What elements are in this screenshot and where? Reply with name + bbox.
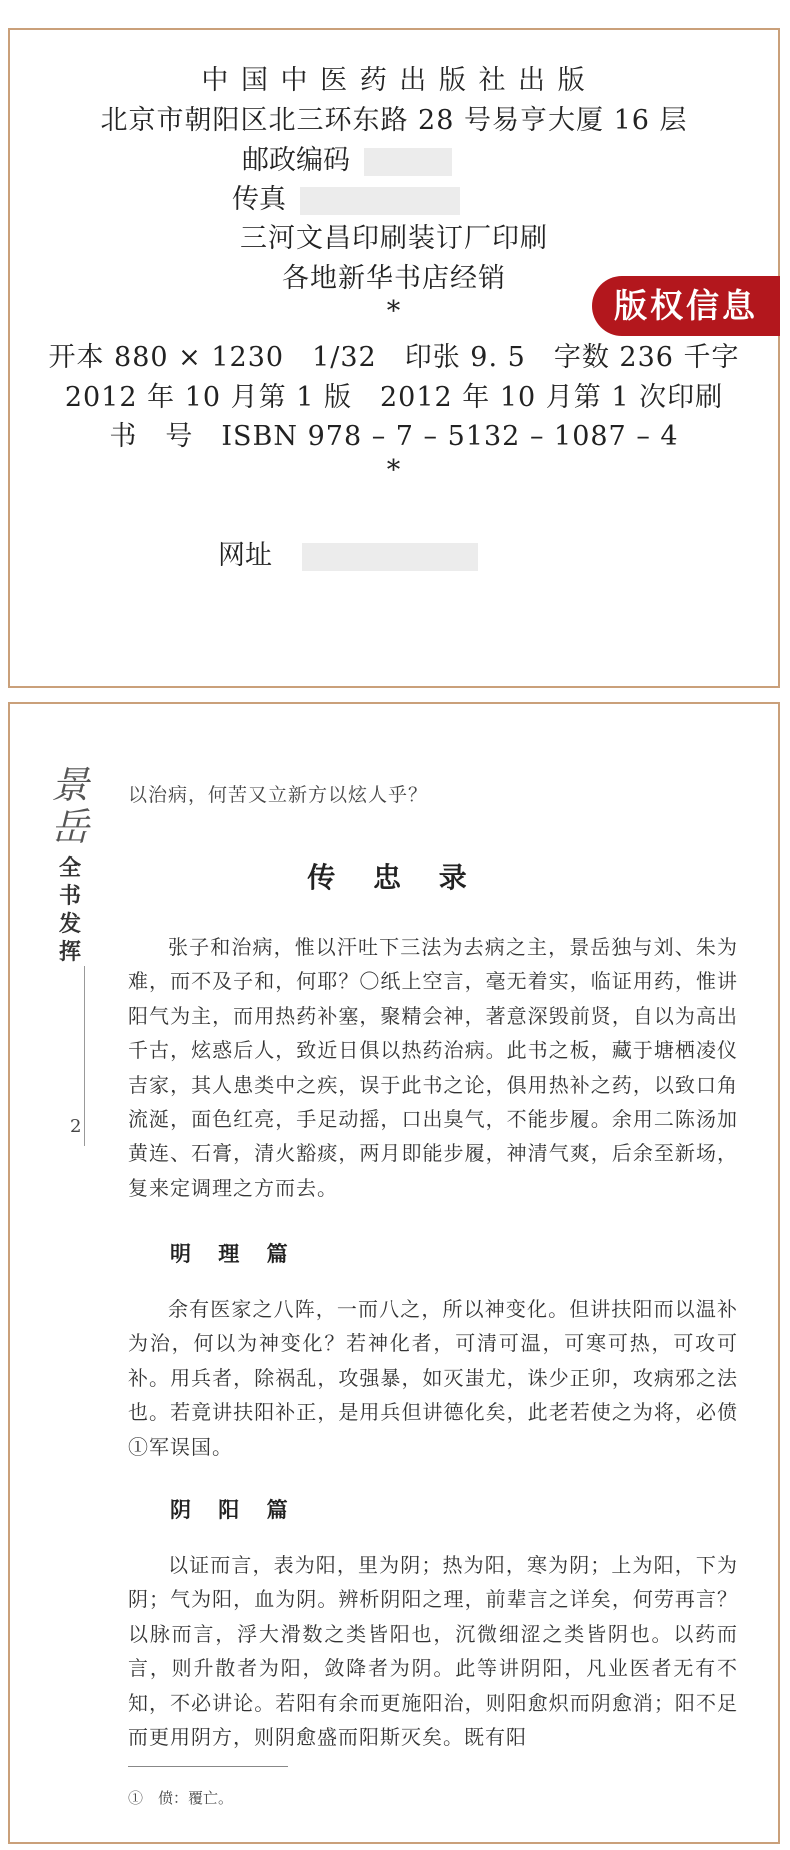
edition-line: 2012 年 10 月第 1 版 2012 年 10 月第 1 次印刷 <box>64 382 724 413</box>
website-row <box>218 533 478 572</box>
website-redacted <box>302 543 478 571</box>
section-title: 传 忠 录 <box>307 861 481 894</box>
subheading: 阴 阳 篇 <box>170 1497 298 1522</box>
footnote-rule <box>128 1766 288 1767</box>
isbn-line: 书 号 ISBN 978 – 7 – 5132 – 1087 – 4 <box>109 421 679 452</box>
fax-row <box>232 177 460 216</box>
separator-asterisk: * <box>386 455 402 486</box>
postcode-label: 邮政编码 <box>242 145 350 176</box>
separator-asterisk: * <box>386 296 402 327</box>
side-title-big: 景岳 <box>50 763 89 849</box>
website-label: 网址 <box>218 540 272 571</box>
printer-line: 三河文昌印刷装订厂印刷 <box>240 223 548 254</box>
copyright-panel <box>8 28 780 688</box>
page-number: 2 <box>70 1116 82 1137</box>
distributor-line: 各地新华书店经销 <box>282 263 506 294</box>
side-rule <box>84 966 85 1146</box>
publisher-line: 中 国 中 医 药 出 版 社 出 版 <box>201 65 587 96</box>
format-line: 开本 880 × 1230 1/32 印张 9. 5 字数 236 千字 <box>48 342 740 373</box>
postcode-row <box>242 138 452 177</box>
fax-label: 传真 <box>232 184 286 215</box>
paragraph: 张子和治病，惟以汗吐下三法为去病之主，景岳独与刘、朱为难，而不及子和，何耶？〇纸上空言，毫无着实，临证用药，惟讲阳气为主，而用热药补塞，聚精会神，著意深毁前贤，自以为高出千古，炫惑后人，致近日俱以热药治病。此书之板，藏于塘栖凌仪吉家，其人患类中之疾，误于此书之论，俱用热补之药，以致口角流涎，面色红亮，手足动摇，口出臭气，不能步履。余用二陈汤加黄连、石膏，清火豁痰，两月即能步履，神清气爽，后余至新场，复来定调理之方而去。 <box>128 935 738 1200</box>
paragraph: 余有医家之八阵，一而八之，所以神变化。但讲扶阳而以温补为治，何以为神变化？若神化者，可清可温，可寒可热，可攻可补。用兵者，除祸乱，攻强暴，如灭蚩尤，诛少正卯，攻病邪之法也。若竟讲扶阳补正，是用兵但讲德化矣，此老若使之为将，必偾①军误国。 <box>128 1297 738 1459</box>
continuation-line: 以治病，何苦又立新方以炫人乎？ <box>128 784 429 806</box>
address-line: 北京市朝阳区北三环东路 28 号易亨大厦 16 层 <box>100 105 688 136</box>
footnote: ① 偾：覆亡。 <box>128 1789 234 1807</box>
fax-redacted <box>300 187 460 215</box>
postcode-redacted <box>364 148 452 176</box>
subheading: 明 理 篇 <box>170 1241 298 1266</box>
side-title-small: 全书发挥 <box>58 855 81 965</box>
paragraph: 以证而言，表为阳，里为阴；热为阳，寒为阴；上为阳，下为阴；气为阳，血为阴。辨析阴阳之理，前辈言之详矣，何劳再言？以脉而言，浮大滑数之类皆阳也，沉微细涩之类皆阴也。以药而言，则升散者为阳，敛降者为阴。此等讲阴阳，凡业医者无有不知，不必讲论。若阳有余而更施阳治，则阳愈炽而阴愈消；阳不足而更用阴方，则阴愈盛而阳斯灭矣。既有阳 <box>128 1553 738 1750</box>
book-page-panel <box>8 702 780 1844</box>
copyright-badge: 版权信息 <box>592 276 780 336</box>
